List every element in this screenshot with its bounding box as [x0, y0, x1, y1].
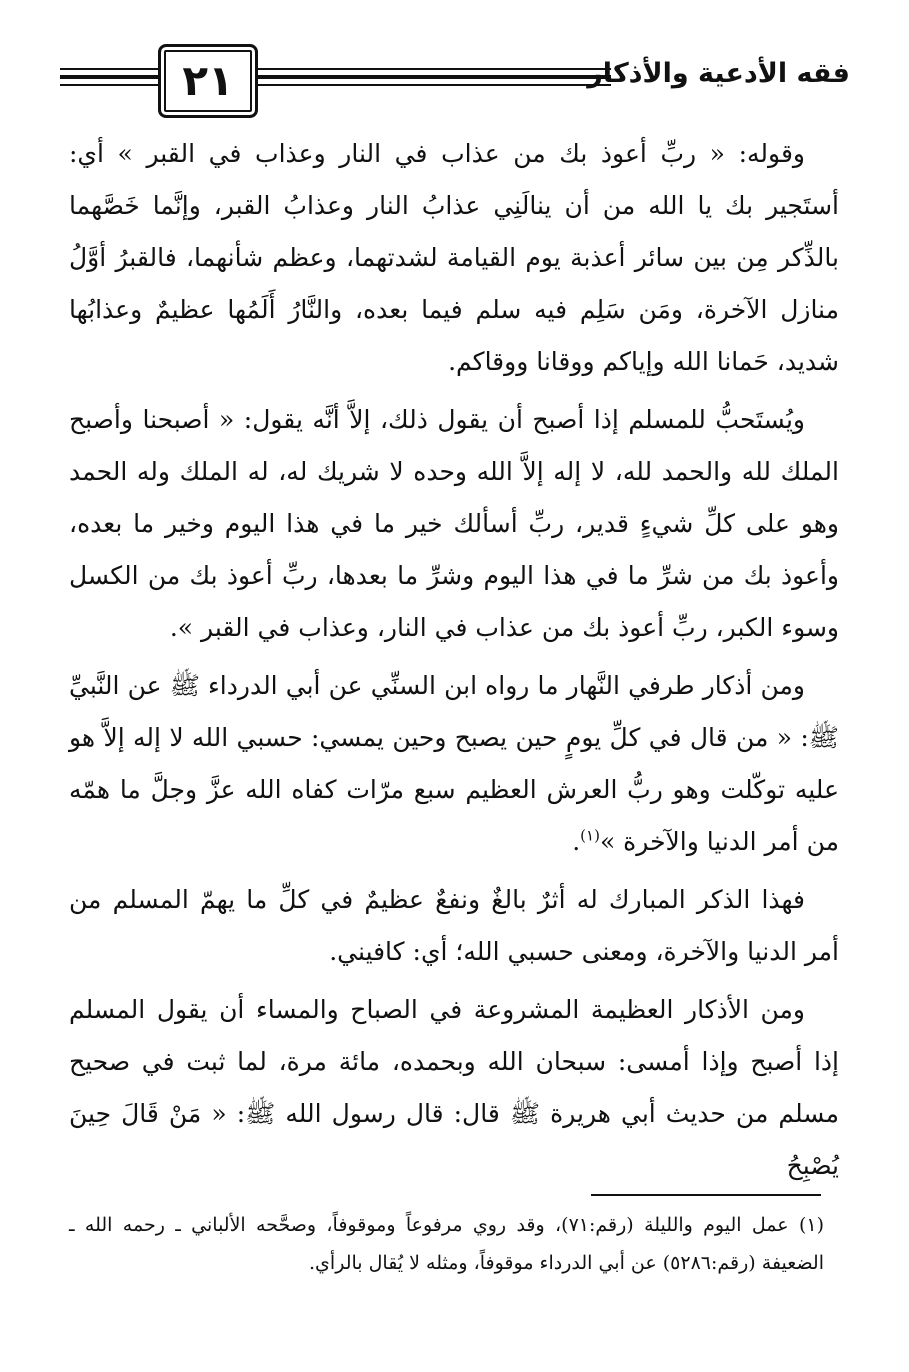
- header-rule: [60, 84, 160, 86]
- body-text: [69, 128, 839, 1198]
- page-header: [60, 38, 850, 118]
- header-rule: [256, 84, 611, 86]
- paragraph: ومن الأذكار العظيمة المشروعة في الصباح والمساء أن يقول المسلم إذا أصبح وإذا أمسى: سبحان الله وبحمده، مائة مرة، لما ثبت في صحيح مسلم من حديث أبي هريرة ﷺ قال: قال رسول الله ﷺ: « مَنْ قَالَ حِينَ يُصْبِحُ: [69, 995, 839, 1180]
- footnote-divider: [591, 1194, 821, 1196]
- paragraph-text: ومن أذكار طرفي النَّهار ما رواه ابن السنِّي عن أبي الدرداء ﷺ عن النَّبيِّ ﷺ: « من قال في كلِّ يومٍ حين يصبح وحين يمسي: حسبي الله لا إله إلاَّ هو عليه توكّلت وهو ربُّ العرش العظيم سبع مرّات كفاه الله عزَّ وجلَّ ما همّه من أمر الدنيا والآخرة »: [69, 671, 839, 856]
- footnote-reference: (١): [580, 826, 600, 845]
- paragraph-end: .: [572, 827, 581, 856]
- paragraph: فهذا الذكر المبارك له أثرٌ بالغٌ ونفعٌ عظيمٌ في كلِّ ما يهمّ المسلم من أمر الدنيا والآخرة، ومعنى حسبي الله؛ أي: كافيني.: [69, 885, 839, 966]
- header-rule: [256, 75, 611, 79]
- footnote-text: (١) عمل اليوم والليلة (رقم:٧١)، وقد روي مرفوعاً وموقوفاً، وصحَّحه الألباني ـ رحمه الله ـ الضعيفة (رقم:٥٢٨٦) عن أبي الدرداء موقوفاً، ومثله لا يُقال بالرأي.: [69, 1214, 824, 1274]
- header-rule: [60, 75, 160, 79]
- paragraph: ويُستَحبُّ للمسلم إذا أصبح أن يقول ذلك، إلاَّ أنَّه يقول: « أصبحنا وأصبح الملك لله والحمد لله، لا إله إلاَّ الله وحده لا شريك له، له الملك وله الحمد وهو على كلِّ شيءٍ قدير، ربِّ أسألك خير ما في هذا اليوم وخير ما بعده، وأعوذ بك من شرِّ ما في هذا اليوم وشرِّ ما بعدها، ربِّ أعوذ بك من الكسل وسوء الكبر، ربِّ أعوذ بك من عذاب في النار، وعذاب في القبر ».: [69, 405, 839, 642]
- running-title: فقه الأدعية والأذكار: [587, 58, 850, 89]
- page-number: ٢١: [158, 44, 258, 118]
- paragraph: وقوله: « ربِّ أعوذ بك من عذاب في النار وعذاب في القبر » أي: أستَجير بك يا الله من أن ينالَنِي عذابُ النار وعذابُ القبر، وإنَّما خَصَّهما بالذِّكر مِن بين سائر أعذبة يوم القيامة لشدتهما، وعظم شأنهما، فالقبرُ أوَّلُ منازل الآخرة، ومَن سَلِم فيه سلم فيما بعده، والنَّارُ أَلَمُها عظيمٌ وعذابُها شديد، حَمانا الله وإياكم ووقانا ووقاكم.: [69, 139, 839, 376]
- footnote: [69, 1206, 824, 1282]
- paragraph: [69, 660, 839, 868]
- header-rule: [60, 68, 160, 70]
- header-rule: [256, 68, 611, 70]
